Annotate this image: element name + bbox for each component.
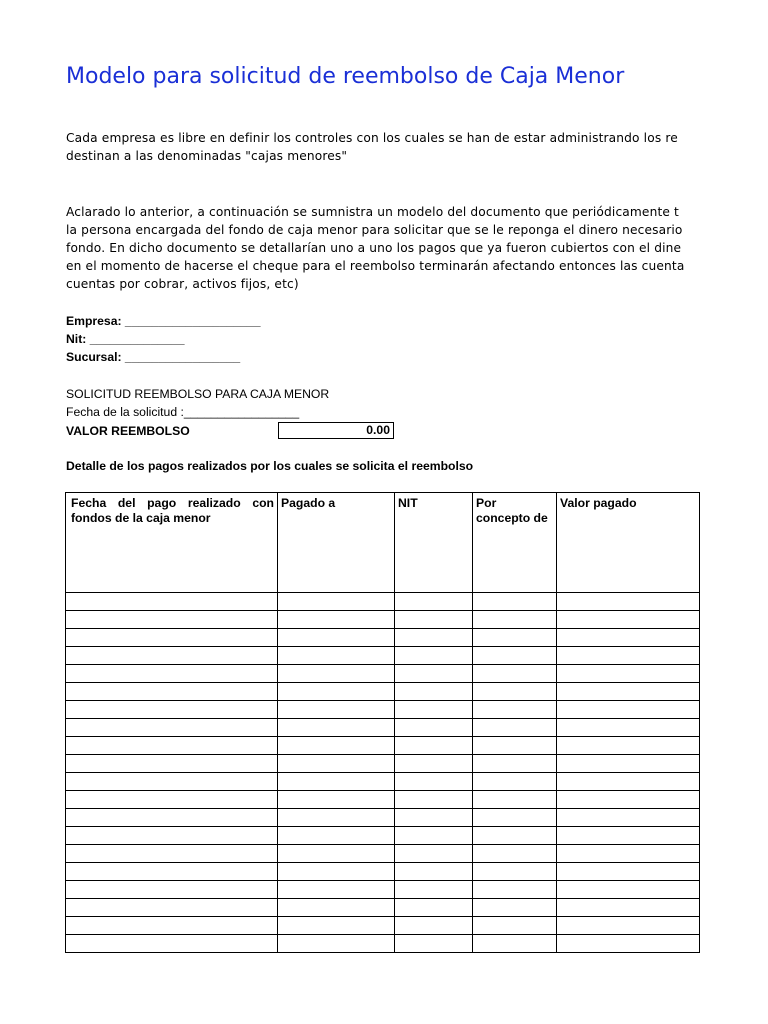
table-cell[interactable] xyxy=(66,899,278,917)
table-cell[interactable] xyxy=(66,773,278,791)
table-row xyxy=(66,809,700,827)
table-cell[interactable] xyxy=(557,899,700,917)
paragraph-line: fondo. En dicho documento se detallarían uno a uno los pagos que ya fueron cubiertos con el dine xyxy=(66,241,682,255)
table-cell[interactable] xyxy=(278,845,395,863)
table-cell[interactable] xyxy=(395,665,473,683)
column-header-pagado-a: Pagado a xyxy=(278,493,395,593)
table-cell[interactable] xyxy=(395,683,473,701)
column-header-fecha: Fecha del pago realizado con fondos de la caja menor xyxy=(66,493,278,593)
table-cell[interactable] xyxy=(557,647,700,665)
sucursal-field[interactable]: Sucursal: _________________ xyxy=(66,350,241,364)
table-row xyxy=(66,719,700,737)
paragraph-line: destinan a las denominadas "cajas menores" xyxy=(66,149,348,163)
table-cell[interactable] xyxy=(395,719,473,737)
table-cell[interactable] xyxy=(395,629,473,647)
table-cell[interactable] xyxy=(278,899,395,917)
table-cell[interactable] xyxy=(278,719,395,737)
solicitud-heading: SOLICITUD REEMBOLSO PARA CAJA MENOR xyxy=(66,387,330,401)
table-row xyxy=(66,665,700,683)
table-cell[interactable] xyxy=(557,737,700,755)
table-cell[interactable] xyxy=(278,917,395,935)
paragraph-line: en el momento de hacerse el cheque para el reembolso terminarán afectando entonces las cuenta xyxy=(66,259,685,273)
table-cell[interactable] xyxy=(473,683,557,701)
table-cell[interactable] xyxy=(66,917,278,935)
table-cell[interactable] xyxy=(66,935,278,953)
valor-reembolso-label: VALOR REEMBOLSO xyxy=(66,424,190,438)
table-cell[interactable] xyxy=(557,809,700,827)
table-cell[interactable] xyxy=(395,701,473,719)
paragraph-line: Cada empresa es libre en definir los controles con los cuales se han de estar administrando los re xyxy=(66,131,678,145)
table-cell[interactable] xyxy=(278,647,395,665)
table-row xyxy=(66,863,700,881)
table-cell[interactable] xyxy=(557,827,700,845)
table-cell[interactable] xyxy=(557,755,700,773)
table-cell[interactable] xyxy=(473,773,557,791)
table-cell[interactable] xyxy=(66,701,278,719)
table-cell[interactable] xyxy=(473,737,557,755)
table-cell[interactable] xyxy=(557,863,700,881)
detalle-heading: Detalle de los pagos realizados por los cuales se solicita el reembolso xyxy=(66,459,474,473)
table-cell[interactable] xyxy=(395,755,473,773)
table-row xyxy=(66,755,700,773)
table-cell[interactable] xyxy=(278,683,395,701)
table-row xyxy=(66,701,700,719)
table-cell[interactable] xyxy=(278,809,395,827)
table-cell[interactable] xyxy=(473,791,557,809)
document-title: Modelo para solicitud de reembolso de Caja Menor xyxy=(66,64,625,89)
table-cell[interactable] xyxy=(278,827,395,845)
table-cell[interactable] xyxy=(395,827,473,845)
table-cell[interactable] xyxy=(66,845,278,863)
table-cell[interactable] xyxy=(66,791,278,809)
table-cell[interactable] xyxy=(473,863,557,881)
table-cell[interactable] xyxy=(557,881,700,899)
table-cell[interactable] xyxy=(473,845,557,863)
table-row xyxy=(66,845,700,863)
table-cell[interactable] xyxy=(557,611,700,629)
table-row xyxy=(66,935,700,953)
paragraph-line: Aclarado lo anterior, a continuación se sumnistra un modelo del documento que periódicamente t xyxy=(66,205,679,219)
table-cell[interactable] xyxy=(278,665,395,683)
paragraph-line: la persona encargada del fondo de caja menor para solicitar que se le reponga el dinero necesario xyxy=(66,223,683,237)
table-row xyxy=(66,791,700,809)
table-header-row xyxy=(66,493,700,593)
table-cell[interactable] xyxy=(557,719,700,737)
table-cell[interactable] xyxy=(473,719,557,737)
table-cell[interactable] xyxy=(473,881,557,899)
table-cell[interactable] xyxy=(473,701,557,719)
table-cell[interactable] xyxy=(395,593,473,611)
table-cell[interactable] xyxy=(395,611,473,629)
fecha-solicitud-field[interactable]: Fecha de la solicitud :_________________ xyxy=(66,405,300,419)
table-cell[interactable] xyxy=(557,629,700,647)
table-cell[interactable] xyxy=(66,863,278,881)
table-cell[interactable] xyxy=(557,791,700,809)
table-cell[interactable] xyxy=(66,737,278,755)
table-cell[interactable] xyxy=(473,917,557,935)
table-cell[interactable] xyxy=(395,647,473,665)
table-cell[interactable] xyxy=(278,701,395,719)
table-cell[interactable] xyxy=(278,773,395,791)
column-header-concepto: Por concepto de xyxy=(473,493,557,593)
table-cell[interactable] xyxy=(66,719,278,737)
table-row xyxy=(66,611,700,629)
table-cell[interactable] xyxy=(395,899,473,917)
table-row xyxy=(66,593,700,611)
table-cell[interactable] xyxy=(66,683,278,701)
table-cell[interactable] xyxy=(278,629,395,647)
table-cell[interactable] xyxy=(473,755,557,773)
table-cell[interactable] xyxy=(66,593,278,611)
table-cell[interactable] xyxy=(395,737,473,755)
table-cell[interactable] xyxy=(66,755,278,773)
table-cell[interactable] xyxy=(278,881,395,899)
table-row xyxy=(66,917,700,935)
table-cell[interactable] xyxy=(66,647,278,665)
table-body xyxy=(66,593,700,953)
table-cell[interactable] xyxy=(395,863,473,881)
table-row xyxy=(66,827,700,845)
table-cell[interactable] xyxy=(66,809,278,827)
table-row xyxy=(66,683,700,701)
table-cell[interactable] xyxy=(473,827,557,845)
table-cell[interactable] xyxy=(473,935,557,953)
table-cell[interactable] xyxy=(557,701,700,719)
table-cell[interactable] xyxy=(557,845,700,863)
table-row xyxy=(66,647,700,665)
nit-field[interactable]: Nit: ______________ xyxy=(66,332,185,346)
table-cell[interactable] xyxy=(66,611,278,629)
intro-paragraph xyxy=(66,129,702,165)
valor-reembolso-value[interactable]: 0.00 xyxy=(278,422,394,439)
table-cell[interactable] xyxy=(557,683,700,701)
table-cell[interactable] xyxy=(278,593,395,611)
table-cell[interactable] xyxy=(557,935,700,953)
table-cell[interactable] xyxy=(473,593,557,611)
table-cell[interactable] xyxy=(66,629,278,647)
table-cell[interactable] xyxy=(395,809,473,827)
table-cell[interactable] xyxy=(278,791,395,809)
table-row xyxy=(66,773,700,791)
table-cell[interactable] xyxy=(557,917,700,935)
paragraph-line: cuentas por cobrar, activos fijos, etc) xyxy=(66,277,299,291)
table-cell[interactable] xyxy=(395,881,473,899)
table-cell[interactable] xyxy=(66,881,278,899)
table-cell[interactable] xyxy=(557,773,700,791)
table-cell[interactable] xyxy=(278,863,395,881)
table-cell[interactable] xyxy=(473,611,557,629)
table-cell[interactable] xyxy=(473,809,557,827)
table-cell[interactable] xyxy=(557,593,700,611)
table-cell[interactable] xyxy=(473,665,557,683)
table-cell[interactable] xyxy=(395,845,473,863)
table-cell[interactable] xyxy=(395,773,473,791)
table-cell[interactable] xyxy=(278,737,395,755)
explanation-paragraph xyxy=(66,203,702,293)
table-cell[interactable] xyxy=(473,647,557,665)
table-cell[interactable] xyxy=(473,629,557,647)
table-cell[interactable] xyxy=(278,611,395,629)
table-row xyxy=(66,899,700,917)
table-row xyxy=(66,629,700,647)
table-cell[interactable] xyxy=(473,899,557,917)
column-header-valor-pagado: Valor pagado xyxy=(557,493,700,593)
table-cell[interactable] xyxy=(66,827,278,845)
payments-table xyxy=(65,492,700,953)
table-cell[interactable] xyxy=(66,665,278,683)
table-row xyxy=(66,881,700,899)
table-cell[interactable] xyxy=(278,935,395,953)
table-cell[interactable] xyxy=(395,917,473,935)
table-cell[interactable] xyxy=(395,791,473,809)
column-header-nit: NIT xyxy=(395,493,473,593)
table-cell[interactable] xyxy=(395,935,473,953)
table-cell[interactable] xyxy=(557,665,700,683)
table-cell[interactable] xyxy=(278,755,395,773)
empresa-field[interactable]: Empresa: ____________________ xyxy=(66,314,261,328)
table-row xyxy=(66,737,700,755)
